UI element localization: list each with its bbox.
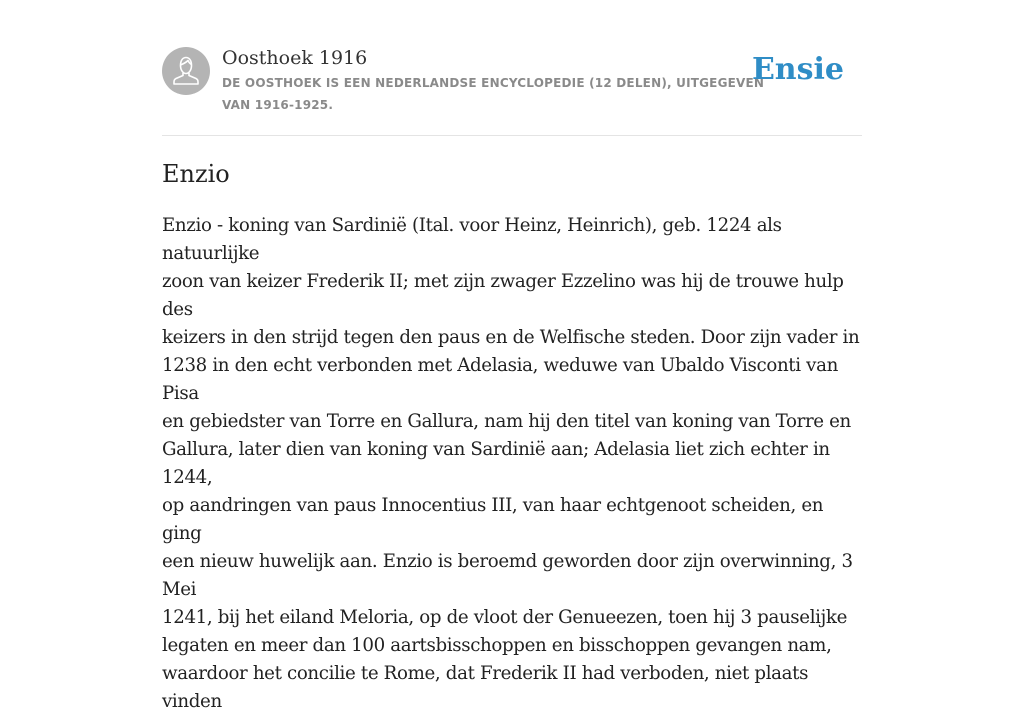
article-body [162, 212, 862, 716]
article-line: 1241, bij het eiland Meloria, op de vloot der Genueezen, toen hij 3 pauselijke [162, 607, 848, 628]
source-header [162, 46, 862, 116]
article-line: legaten en meer dan 100 aartsbisschoppen en bisschoppen gevangen nam, [162, 635, 832, 656]
ensie-logo[interactable]: Ensie [751, 52, 844, 87]
user-silhouette-icon [162, 47, 210, 95]
article-line: Enzio - koning van Sardinië (Ital. voor Heinz, Heinrich), geb. 1224 als natuurlijke [162, 215, 782, 264]
article-line: keizers in den strijd tegen den paus en de Welfische steden. Door zijn vader in [162, 327, 860, 348]
article-line: waardoor het concilie te Rome, dat Frederik II had verboden, niet plaats vinden [162, 663, 809, 712]
header-divider [162, 135, 862, 136]
article-line: 1238 in den echt verbonden met Adelasia, weduwe van Ubaldo Visconti van Pisa [162, 355, 838, 404]
source-title[interactable]: Oosthoek 1916 [222, 47, 368, 69]
article-line: op aandringen van paus Innocentius III, van haar echtgenoot scheiden, en ging [162, 495, 824, 544]
article-line: en gebiedster van Torre en Gallura, nam hij den titel van koning van Torre en [162, 411, 851, 432]
article-title: Enzio [162, 160, 230, 188]
source-description: DE OOSTHOEK IS EEN NEDERLANDSE ENCYCLOPEDIE (12 DELEN), UITGEGEVEN VAN 1916-1925. [222, 76, 765, 112]
article-line: zoon van keizer Frederik II; met zijn zwager Ezzelino was hij de trouwe hulp des [162, 271, 844, 320]
article-line: een nieuw huwelijk aan. Enzio is beroemd geworden door zijn overwinning, 3 Mei [162, 551, 853, 600]
avatar[interactable] [162, 47, 210, 95]
article-line: Gallura, later dien van koning van Sardinië aan; Adelasia liet zich echter in 1244, [162, 439, 830, 488]
